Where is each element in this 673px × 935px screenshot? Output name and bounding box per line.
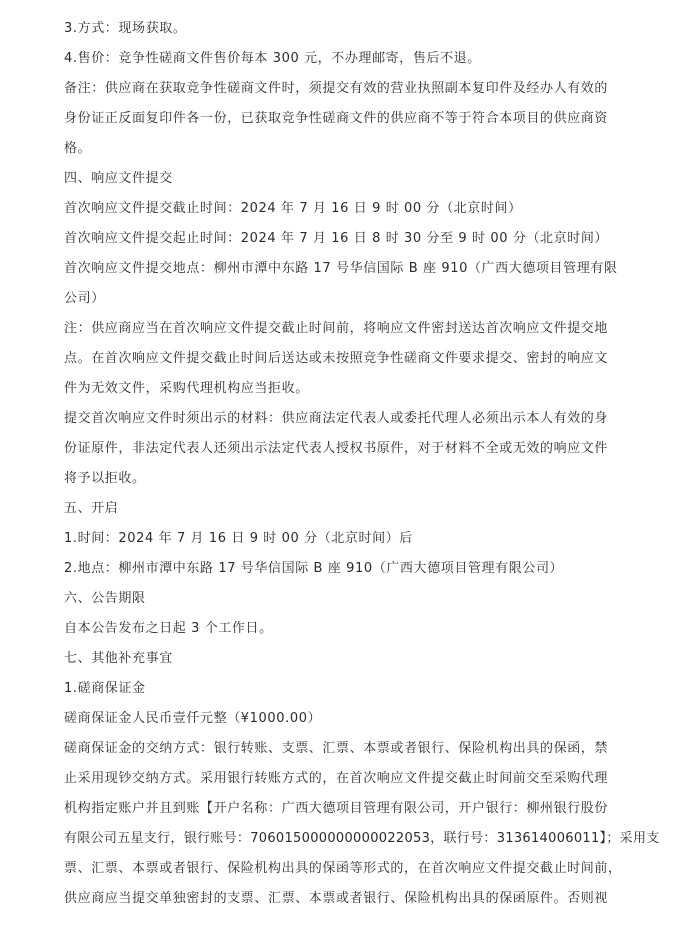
text-line: 机构指定账户并且到账【开户名称：广西大德项目管理有限公司，开户银行：柳州银行股份 [64,801,609,816]
text-line: 件为无效文件，采购代理机构应当拒收。 [64,381,309,396]
text-line: 供应商应当提交单独密封的支票、汇票、本票或者银行、保险机构出具的保函原件。否则视 [64,891,609,906]
text-line: 注：供应商应当在首次响应文件提交截止时间前，将响应文件密封送达首次响应文件提交地 [64,321,609,336]
text-line: 备注：供应商在获取竞争性磋商文件时，须提交有效的营业执照副本复印件及经办人有效的 [64,81,609,96]
text-line: 首次响应文件提交地点：柳州市潭中东路 17 号华信国际 B 座 910（广西大德项目管理有限 [64,261,618,276]
section-heading: 五、开启 [64,501,119,516]
text-line: 首次响应文件提交截止时间：2024 年 7 月 16 日 9 时 00 分（北京时间） [64,201,522,216]
text-line: 3.方式：现场获取。 [64,21,187,36]
text-line: 2.地点：柳州市潭中东路 17 号华信国际 B 座 910（广西大德项目管理有限公司） [64,561,564,576]
section-heading: 六、公告期限 [64,591,146,606]
text-line: 磋商保证金的交纳方式：银行转账、支票、汇票、本票或者银行、保险机构出具的保函，禁 [64,741,609,756]
text-line: 有限公司五星支行，银行账号：706015000000000022053，联行号：313614006011】；采用支 [64,831,660,846]
text-line: 止采用现钞交纳方式。采用银行转账方式的，在首次响应文件提交截止时间前交至采购代理 [64,771,609,786]
text-line: 公司） [64,291,105,306]
text-line: 首次响应文件提交起止时间：2024 年 7 月 16 日 8 时 30 分至 9 时 00 分（北京时间） [64,231,609,246]
text-line: 1.时间：2024 年 7 月 16 日 9 时 00 分（北京时间）后 [64,531,413,546]
text-line: 提交首次响应文件时须出示的材料：供应商法定代表人或委托代理人必须出示本人有效的身 [64,411,609,426]
text-line: 1.磋商保证金 [64,681,146,696]
text-line: 票、汇票、本票或者银行、保险机构出具的保函等形式的，在首次响应文件提交截止时间前， [64,861,622,876]
text-line: 格。 [64,141,92,156]
text-line: 将予以拒收。 [64,471,146,486]
section-heading: 七、其他补充事宜 [64,651,173,666]
text-line: 点。在首次响应文件提交截止时间后送达或未按照竞争性磋商文件要求提交、密封的响应文 [64,351,609,366]
text-line: 4.售价：竞争性磋商文件售价每本 300 元，不办理邮寄，售后不退。 [64,51,481,66]
text-line: 自本公告发布之日起 3 个工作日。 [64,621,273,636]
text-line: 磋商保证金人民币壹仟元整（¥1000.00） [64,711,322,726]
text-line: 身份证正反面复印件各一份，已获取竞争性磋商文件的供应商不等于符合本项目的供应商资 [64,111,609,126]
text-line: 份证原件，非法定代表人还须出示法定代表人授权书原件，对于材料不全或无效的响应文件 [64,441,609,456]
section-heading: 四、响应文件提交 [64,171,173,186]
